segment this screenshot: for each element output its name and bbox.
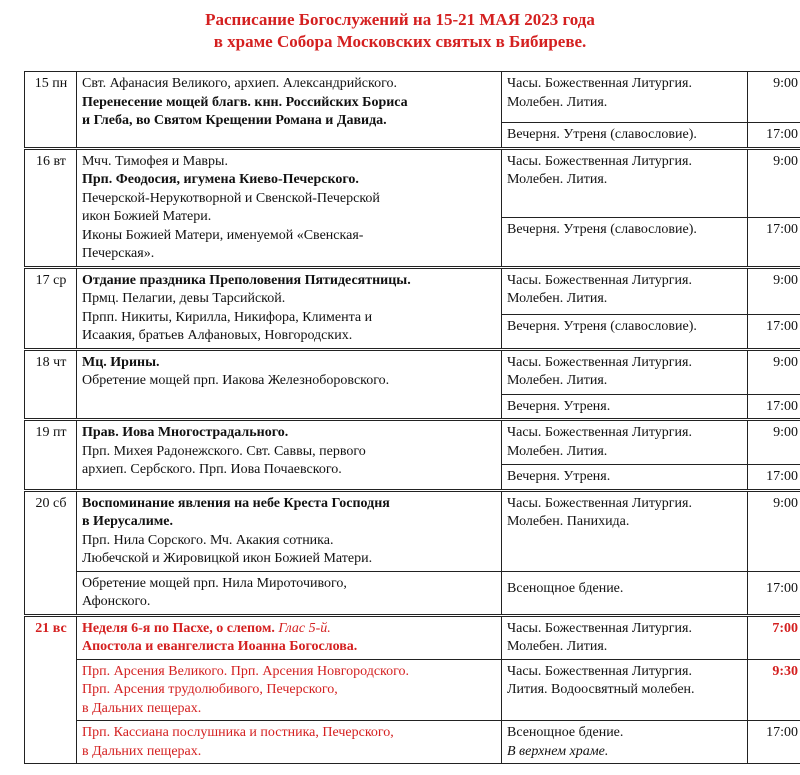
feast-line: Прав. Иова Многострадального. (82, 425, 289, 440)
service-cell (502, 123, 748, 149)
day-label: 17 ср (25, 267, 77, 349)
service-time: 17:00 (748, 571, 800, 615)
feast-line: в Дальних пещерах. (82, 700, 202, 716)
service-time: 17:00 (748, 123, 800, 149)
service-line: Часы. Божественная Литургия. (507, 425, 692, 440)
feast-line: Прп. Кассиана послушника и постника, Печерского, (82, 725, 394, 740)
service-cell (502, 465, 748, 491)
feast-line: Перенесение мощей благв. кнн. Российских Бориса (82, 94, 408, 110)
service-line: Молебен. Панихида. (507, 514, 630, 529)
service-cell (502, 314, 748, 349)
day-label: 21 вс (25, 615, 77, 764)
service-line: Молебен. Лития. (507, 639, 608, 654)
header-line-2: в храме Собора Московских святых в Бибиреве. (213, 32, 587, 51)
service-time: 17:00 (748, 465, 800, 491)
feast-cell (77, 148, 502, 267)
feast-line: Воспоминание явления на небе Креста Господня (82, 495, 390, 511)
feast-line: Печерская». (82, 246, 155, 261)
service-time: 9:00 (748, 349, 800, 394)
feast-line: Прп. Арсения трудолюбивого, Печерского, (82, 682, 338, 697)
feast-cell (77, 615, 502, 659)
feast-cell (77, 721, 502, 764)
feast-line: Апостола и евангелиста Иоанна Богослова. (82, 639, 358, 654)
feast-line: Афонского. (82, 594, 151, 609)
service-line: Молебен. Лития. (507, 94, 608, 110)
service-time: 9:00 (748, 490, 800, 571)
service-line: Часы. Божественная Литургия. (507, 663, 692, 679)
day-row-16 (25, 148, 800, 217)
service-line: Молебен. Лития. (507, 443, 608, 459)
day-row-20 (25, 490, 800, 571)
feast-line: Прп. Нила Сорского. Мч. Акакия сотника. (82, 532, 334, 548)
service-line: Часы. Божественная Литургия. (507, 620, 692, 636)
service-time: 7:00 (748, 615, 800, 659)
day-label: 19 пт (25, 420, 77, 491)
day-row-17 (25, 267, 800, 314)
day-row-18 (25, 349, 800, 394)
feast-line: и Глеба, во Святом Крещении Романа и Давида. (82, 113, 387, 128)
service-line: Всенощное бдение. (507, 580, 624, 596)
feast-line: Прп. Арсения Великого. Прп. Арсения Новгородского. (82, 663, 410, 679)
service-note: В верхнем храме. (507, 743, 609, 759)
service-cell (502, 490, 748, 571)
feast-cell (77, 420, 502, 491)
day-label: 18 чт (25, 349, 77, 420)
feast-line: Любечской и Жировицкой икон Божией Матери. (82, 551, 373, 566)
feast-line: Мц. Ирины. (82, 354, 160, 370)
service-cell (502, 721, 748, 764)
feast-line: Обретение мощей прп. Иакова Железноборовского. (82, 373, 390, 388)
feast-cell (77, 267, 502, 349)
feast-line: Неделя 6-я по Пасхе, о слепом. (82, 620, 275, 636)
day-row-19 (25, 420, 800, 465)
feast-line: в Иерусалиме. (82, 514, 174, 529)
service-time: 9:00 (748, 420, 800, 465)
feast-line: Мчч. Тимофея и Мавры. (82, 153, 228, 169)
feast-cell (77, 659, 502, 721)
service-time: 9:00 (748, 267, 800, 314)
feast-line: икон Божией Матери. (82, 209, 212, 224)
feast-line: Прпп. Никиты, Кирилла, Никифора, Климента и (82, 309, 373, 325)
day-row-21 (25, 615, 800, 659)
header-line-1: Расписание Богослужений на 15-21 МАЯ 2023 года (205, 10, 595, 29)
feast-cell (77, 490, 502, 571)
service-cell (502, 148, 748, 217)
service-line: Лития. Водоосвятный молебен. (507, 682, 695, 697)
day-row-20-evening (25, 571, 800, 615)
service-cell (502, 217, 748, 267)
service-line: Вечерня. Утреня. (507, 398, 611, 414)
service-cell (502, 571, 748, 615)
feast-line: Прп. Михея Радонежского. Свт. Саввы, первого (82, 443, 366, 459)
day-row-21-evening (25, 721, 800, 764)
feast-line: архиеп. Сербского. Прп. Иова Почаевского. (82, 462, 342, 477)
service-line: Молебен. Лития. (507, 373, 608, 388)
feast-tone: Глас 5-й. (278, 620, 331, 636)
service-line: Молебен. Лития. (507, 291, 608, 306)
schedule-table (24, 71, 800, 764)
feast-line: Свт. Афанасия Великого, архиеп. Александрийского. (82, 76, 397, 91)
service-cell (502, 615, 748, 659)
service-line: Часы. Божественная Литургия. (507, 76, 692, 91)
schedule-header (0, 0, 800, 60)
feast-line: Обретение мощей прп. Нила Мироточивого, (82, 575, 347, 591)
service-time: 17:00 (748, 314, 800, 349)
feast-line: Прмц. Пелагии, девы Тарсийской. (82, 291, 286, 306)
service-cell (502, 394, 748, 420)
service-line: Молебен. Лития. (507, 172, 608, 187)
feast-cell (77, 72, 502, 149)
service-line: Часы. Божественная Литургия. (507, 153, 692, 169)
service-line: Вечерня. Утреня (славословие). (507, 318, 697, 334)
service-cell (502, 267, 748, 314)
feast-cell (77, 571, 502, 615)
service-time: 17:00 (748, 721, 800, 764)
feast-line: Печерской-Нерукотворной и Свенской-Печерской (82, 190, 380, 206)
service-cell (502, 659, 748, 721)
feast-line: Отдание праздника Преполовения Пятидесятницы. (82, 272, 411, 288)
service-line: Часы. Божественная Литургия. (507, 272, 692, 288)
day-label: 20 сб (25, 490, 77, 615)
service-cell (502, 349, 748, 394)
service-time: 17:00 (748, 217, 800, 267)
feast-line: в Дальних пещерах. (82, 743, 202, 759)
service-time: 17:00 (748, 394, 800, 420)
day-label: 16 вт (25, 148, 77, 267)
service-line: Всенощное бдение. (507, 725, 624, 740)
day-label: 15 пн (25, 72, 77, 149)
service-line: Вечерня. Утреня (славословие). (507, 221, 697, 237)
feast-line: Исаакия, братьев Алфановых, Новгородских. (82, 328, 353, 343)
service-time: 9:30 (748, 659, 800, 721)
service-line: Вечерня. Утреня. (507, 469, 611, 484)
feast-line: Прп. Феодосия, игумена Киево-Печерского. (82, 172, 359, 187)
day-row-21-late (25, 659, 800, 721)
service-time: 9:00 (748, 72, 800, 123)
service-line: Часы. Божественная Литургия. (507, 495, 692, 511)
feast-line: Иконы Божией Матери, именуемой «Свенская- (82, 227, 364, 243)
service-cell (502, 72, 748, 123)
service-line: Часы. Божественная Литургия. (507, 354, 692, 370)
service-line: Вечерня. Утреня (славословие). (507, 127, 697, 142)
service-cell (502, 420, 748, 465)
feast-cell (77, 349, 502, 420)
service-time: 9:00 (748, 148, 800, 217)
day-row-15 (25, 72, 800, 123)
